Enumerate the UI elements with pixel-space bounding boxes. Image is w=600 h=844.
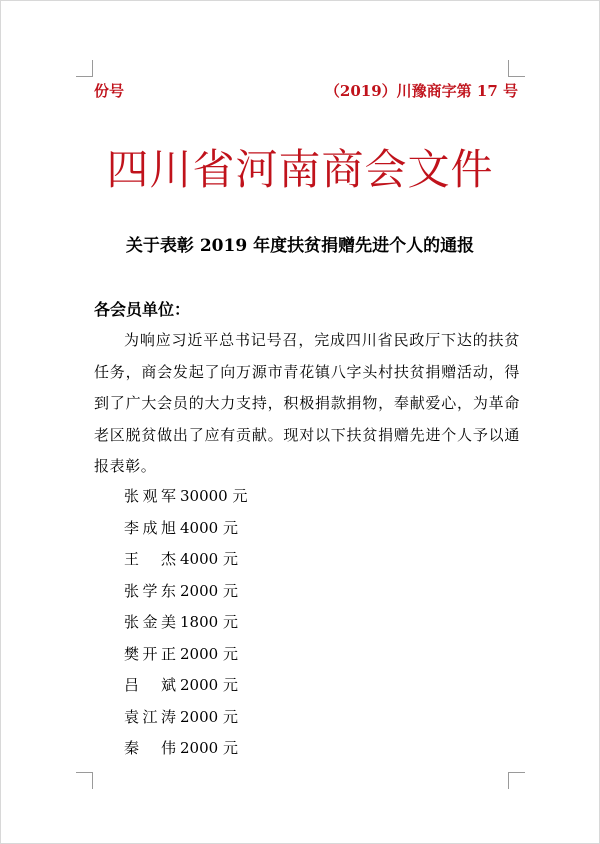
donor-amount: 2000 元 bbox=[180, 739, 238, 757]
donor-item bbox=[124, 576, 248, 608]
donor-item bbox=[124, 544, 248, 576]
donor-name: 李成旭 bbox=[124, 518, 176, 537]
donor-name: 吕斌 bbox=[124, 676, 176, 694]
crop-mark-bottom-right bbox=[508, 772, 525, 789]
donor-amount: 2000 元 bbox=[180, 707, 238, 726]
donor-amount: 2000 元 bbox=[180, 644, 238, 663]
masthead: 四川省河南商会文件 bbox=[106, 145, 494, 194]
donor-list bbox=[124, 481, 248, 765]
crop-mark-top-left bbox=[76, 60, 93, 77]
body-paragraph: 为响应习近平总书记号召，完成四川省民政厅下达的扶贫任务，商会发起了向万源市青花镇八字头村扶贫捐赠活动，得到了广大会员的大力支持，积极捐款捐物，奉献爱心，为革命老区脱贫做出了应有贡献。现对以下扶贫捐赠先进个人予以通报表彰。 bbox=[94, 331, 520, 475]
donor-amount: 30000 元 bbox=[180, 487, 248, 505]
donor-amount: 4000 元 bbox=[180, 518, 238, 537]
donor-name: 张学东 bbox=[124, 581, 176, 600]
donor-item bbox=[124, 513, 248, 545]
document-header bbox=[94, 80, 518, 102]
donor-amount: 4000 元 bbox=[180, 550, 238, 568]
donor-name: 樊开正 bbox=[124, 644, 176, 663]
crop-mark-bottom-left bbox=[76, 772, 93, 789]
donor-name: 张观军 bbox=[124, 487, 176, 505]
document-number: （2019）川豫商字第 17 号 bbox=[324, 82, 518, 100]
donor-item bbox=[124, 702, 248, 734]
donor-amount: 1800 元 bbox=[180, 613, 238, 631]
donor-item bbox=[124, 670, 248, 702]
donor-item bbox=[124, 607, 248, 639]
salutation: 各会员单位： bbox=[94, 300, 191, 319]
donor-name: 王杰 bbox=[124, 550, 176, 568]
donor-item bbox=[124, 733, 248, 765]
donor-name: 张金美 bbox=[124, 613, 176, 631]
crop-mark-top-right bbox=[508, 60, 525, 77]
document-title: 关于表彰 2019 年度扶贫捐赠先进个人的通报 bbox=[125, 236, 475, 256]
donor-amount: 2000 元 bbox=[180, 676, 238, 694]
donor-item bbox=[124, 481, 248, 513]
donor-name: 袁江涛 bbox=[124, 707, 176, 726]
copy-number-label: 份号 bbox=[94, 82, 125, 100]
donor-item bbox=[124, 639, 248, 671]
donor-amount: 2000 元 bbox=[180, 581, 238, 600]
donor-name: 秦伟 bbox=[124, 739, 176, 757]
